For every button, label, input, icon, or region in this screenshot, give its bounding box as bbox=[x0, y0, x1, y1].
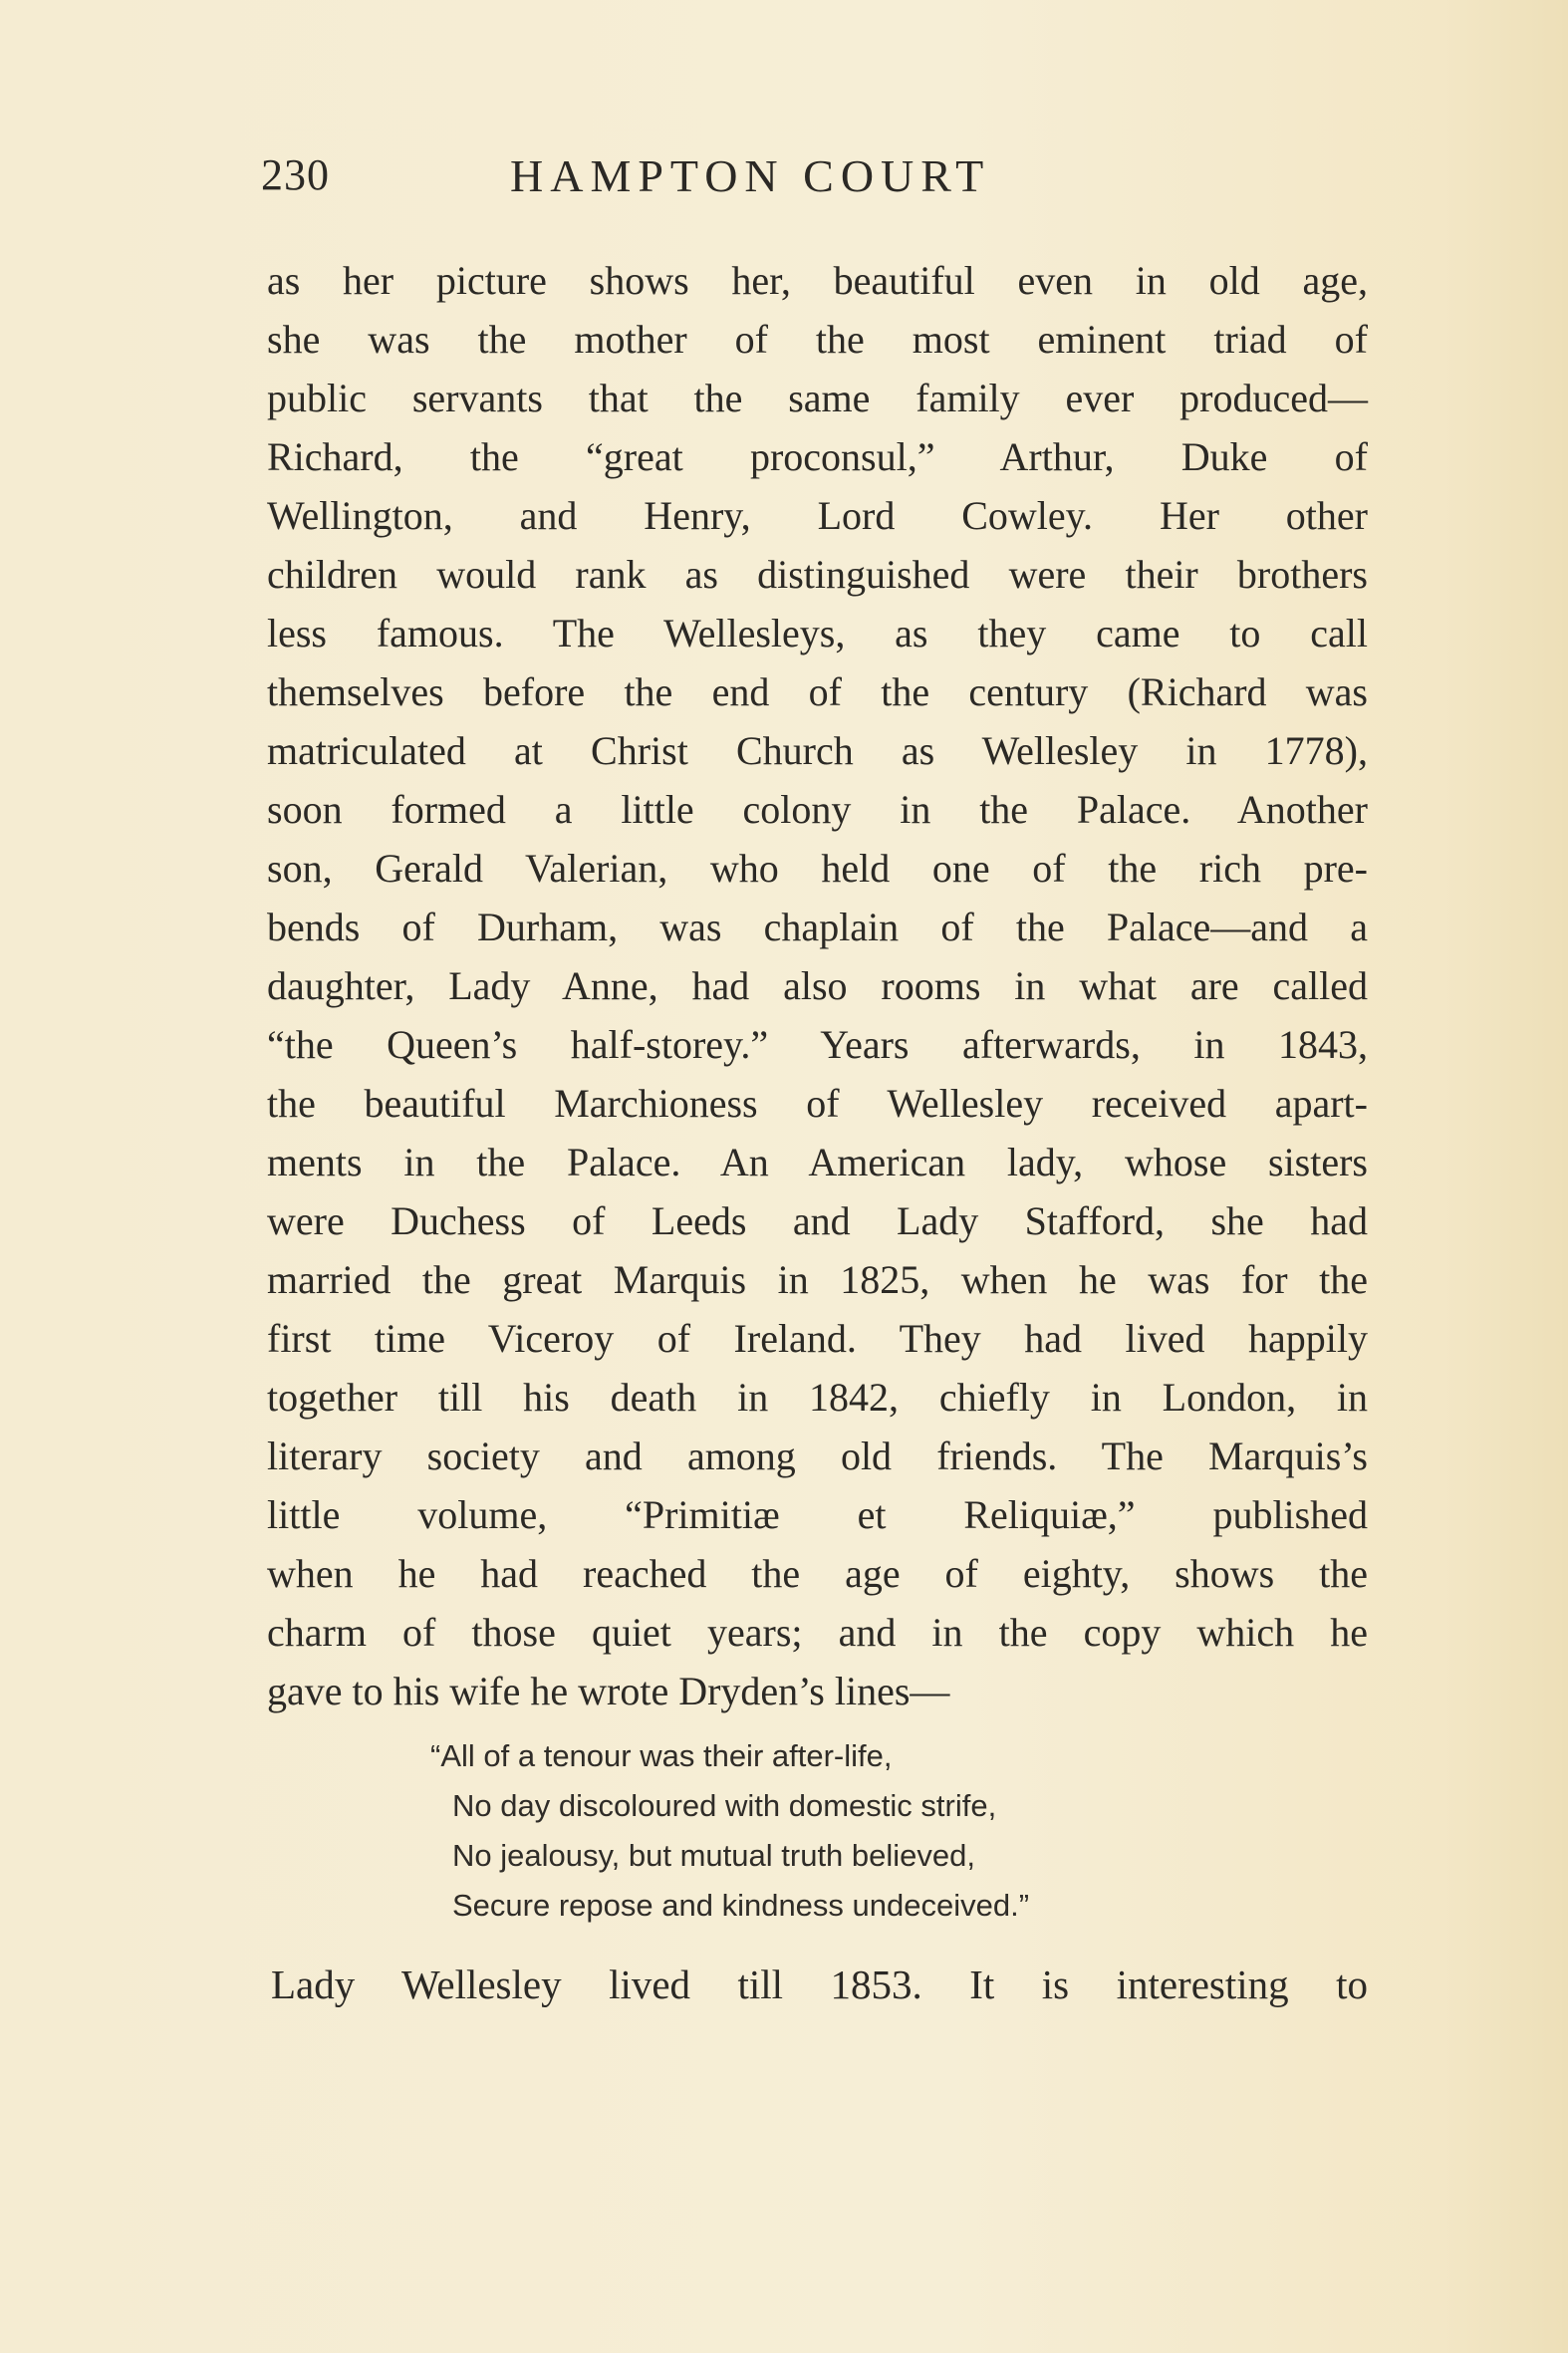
text-line: married the great Marquis in 1825, when he was for the bbox=[267, 1257, 1368, 1302]
text-line: bends of Durham, was chaplain of the Palace—and a bbox=[267, 905, 1368, 949]
body-paragraph bbox=[267, 251, 1368, 1720]
text-line: literary society and among old friends. The Marquis’s bbox=[267, 1434, 1368, 1478]
verse-line: Secure repose and kindness undeceived.” bbox=[452, 1888, 1030, 1923]
page-header bbox=[261, 149, 1369, 209]
continuation-line: Lady Wellesley lived till 1853. It is interesting to bbox=[271, 1961, 1368, 2007]
verse-line: “All of a tenour was their after-life, bbox=[430, 1738, 893, 1773]
running-title: HAMPTON COURT bbox=[510, 150, 991, 201]
text-line: charm of those quiet years; and in the copy which he bbox=[267, 1610, 1368, 1655]
text-line: public servants that the same family ever produced— bbox=[267, 376, 1368, 420]
verse-quotation bbox=[430, 1731, 1029, 1931]
text-line: son, Gerald Valerian, who held one of the rich pre- bbox=[267, 846, 1368, 891]
text-line: gave to his wife he wrote Dryden’s lines— bbox=[267, 1669, 950, 1713]
verse-line: No jealousy, but mutual truth believed, bbox=[452, 1838, 976, 1873]
text-line: as her picture shows her, beautiful even in old age, bbox=[267, 258, 1368, 303]
text-line: first time Viceroy of Ireland. They had lived happily bbox=[267, 1316, 1368, 1361]
text-line: less famous. The Wellesleys, as they came to call bbox=[267, 611, 1368, 655]
text-line: ments in the Palace. An American lady, whose sisters bbox=[267, 1140, 1368, 1184]
text-line: soon formed a little colony in the Palace. Another bbox=[267, 787, 1368, 832]
text-line: Richard, the “great proconsul,” Arthur, Duke of bbox=[267, 434, 1368, 479]
text-line: together till his death in 1842, chiefly in London, in bbox=[267, 1375, 1368, 1420]
text-line: she was the mother of the most eminent triad of bbox=[267, 317, 1368, 362]
text-line: when he had reached the age of eighty, shows the bbox=[267, 1551, 1368, 1596]
text-line: children would rank as distinguished were their brothers bbox=[267, 552, 1368, 597]
text-line: “the Queen’s half-storey.” Years afterwards, in 1843, bbox=[267, 1022, 1368, 1067]
text-line: the beautiful Marchioness of Wellesley received apart- bbox=[267, 1081, 1368, 1126]
page-number: 230 bbox=[261, 150, 330, 199]
text-line: were Duchess of Leeds and Lady Stafford, she had bbox=[267, 1198, 1368, 1243]
text-line: matriculated at Christ Church as Wellesley in 1778), bbox=[267, 728, 1368, 773]
text-line: themselves before the end of the century (Richard was bbox=[267, 669, 1368, 714]
text-line: daughter, Lady Anne, had also rooms in what are called bbox=[267, 963, 1368, 1008]
text-line: little volume, “Primitiæ et Reliquiæ,” published bbox=[267, 1492, 1368, 1537]
text-line: Wellington, and Henry, Lord Cowley. Her other bbox=[267, 493, 1368, 538]
verse-line: No day discoloured with domestic strife, bbox=[452, 1788, 997, 1823]
